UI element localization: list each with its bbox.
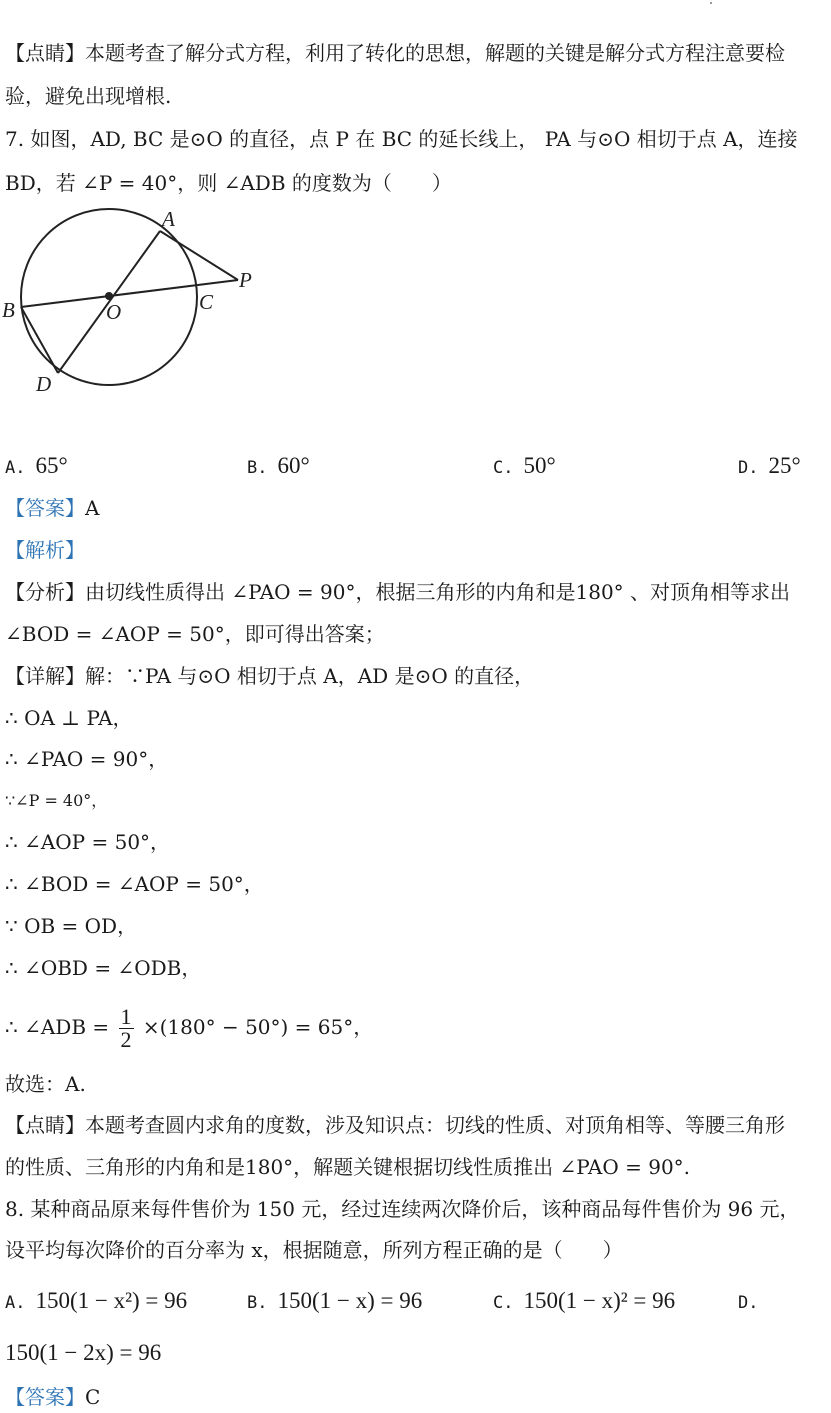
- center-point: [105, 292, 113, 300]
- q7-step-5: ∴ ∠BOD = ∠AOP = 50°，: [5, 872, 264, 896]
- q7-option-c: C. 50°: [493, 453, 556, 478]
- q7-option-b: B. 60°: [247, 453, 310, 478]
- q7-fenxi-line2: ∠BOD = ∠AOP = 50°，即可得出答案；: [5, 622, 385, 646]
- q8-option-b: B. 150(1 − x) = 96: [247, 1288, 423, 1313]
- q7-fenxi-line1: 【分析】由切线性质得出 ∠PAO = 90°，根据三角形的内角和是180° 、对顶角相等求出: [5, 580, 791, 604]
- label-c: C: [199, 290, 214, 314]
- q7-step-7: ∴ ∠OBD = ∠ODB，: [5, 956, 202, 980]
- q8-option-a: A. 150(1 − x²) = 96: [5, 1288, 188, 1313]
- q7-step-2: ∴ ∠PAO = 90°，: [5, 747, 169, 771]
- q6-tip-line1: 【点睛】本题考查了解分式方程，利用了转化的思想，解题的关键是解分式方程注意要检: [5, 41, 785, 65]
- q8-answer: 【答案】C: [5, 1385, 101, 1409]
- q8-stem-line2: 设平均每次降价的百分率为 x，根据随意，所列方程正确的是（ ）: [5, 1238, 623, 1262]
- q8-option-d-value: 150(1 − 2x) = 96: [5, 1340, 162, 1365]
- line-ap: [160, 231, 238, 280]
- q7-analysis-heading: 【解析】: [5, 538, 85, 562]
- scan-speck: [710, 2, 712, 4]
- q7-answer: 【答案】A: [5, 496, 100, 520]
- label-a: A: [162, 207, 175, 231]
- q7-tip-line1: 【点睛】本题考查圆内求角的度数，涉及知识点：切线的性质、对顶角相等、等腰三角形: [5, 1113, 785, 1137]
- q8-option-d-letter: D.: [738, 1293, 759, 1313]
- q7-tip-line2: 的性质、三角形的内角和是180°，解题关键根据切线性质推出 ∠PAO = 90°.: [5, 1155, 691, 1179]
- q7-step-4: ∴ ∠AOP = 50°，: [5, 830, 171, 854]
- q7-choose: 故选：A.: [5, 1072, 86, 1096]
- q7-circle-figure: [0, 205, 270, 400]
- q7-final-step: ∴ ∠ADB = $\frac{1}{2}$ ×(180° − 50°) = 65°，: [5, 1004, 374, 1052]
- q7-stem-line1: 7. 如图，AD, BC 是⊙O 的直径，点 P 在 BC 的延长线上， PA 与⊙O 相切于点 A，连接: [5, 127, 798, 151]
- q7-step-6: ∵ OB = OD，: [5, 914, 138, 938]
- q8-option-c: C. 150(1 − x)² = 96: [493, 1288, 676, 1313]
- q7-stem-line2: BD，若 ∠P = 40°，则 ∠ADB 的度数为（ ）: [5, 171, 452, 195]
- fraction-half: $\frac{1}{2}$: [120, 1004, 132, 1052]
- q7-step-1: ∴ OA ⊥ PA，: [5, 706, 133, 730]
- label-b: B: [2, 298, 15, 322]
- q6-tip-line2: 验，避免出现增根.: [5, 84, 172, 108]
- line-bd: [21, 307, 58, 373]
- q7-step-3: ∵∠P = 40°，: [5, 791, 108, 810]
- q8-stem-line1: 8. 某种商品原来每件售价为 150 元，经过连续两次降价后，该种商品每件售价为 96 元，: [5, 1197, 800, 1221]
- q7-option-d: D. 25°: [738, 453, 801, 478]
- label-p: P: [239, 268, 252, 292]
- label-d: D: [36, 372, 52, 396]
- q7-option-a: A. 65°: [5, 453, 68, 478]
- q7-xiangjie-line1: 【详解】解：∵PA 与⊙O 相切于点 A，AD 是⊙O 的直径，: [5, 664, 535, 688]
- label-o: O: [106, 300, 122, 324]
